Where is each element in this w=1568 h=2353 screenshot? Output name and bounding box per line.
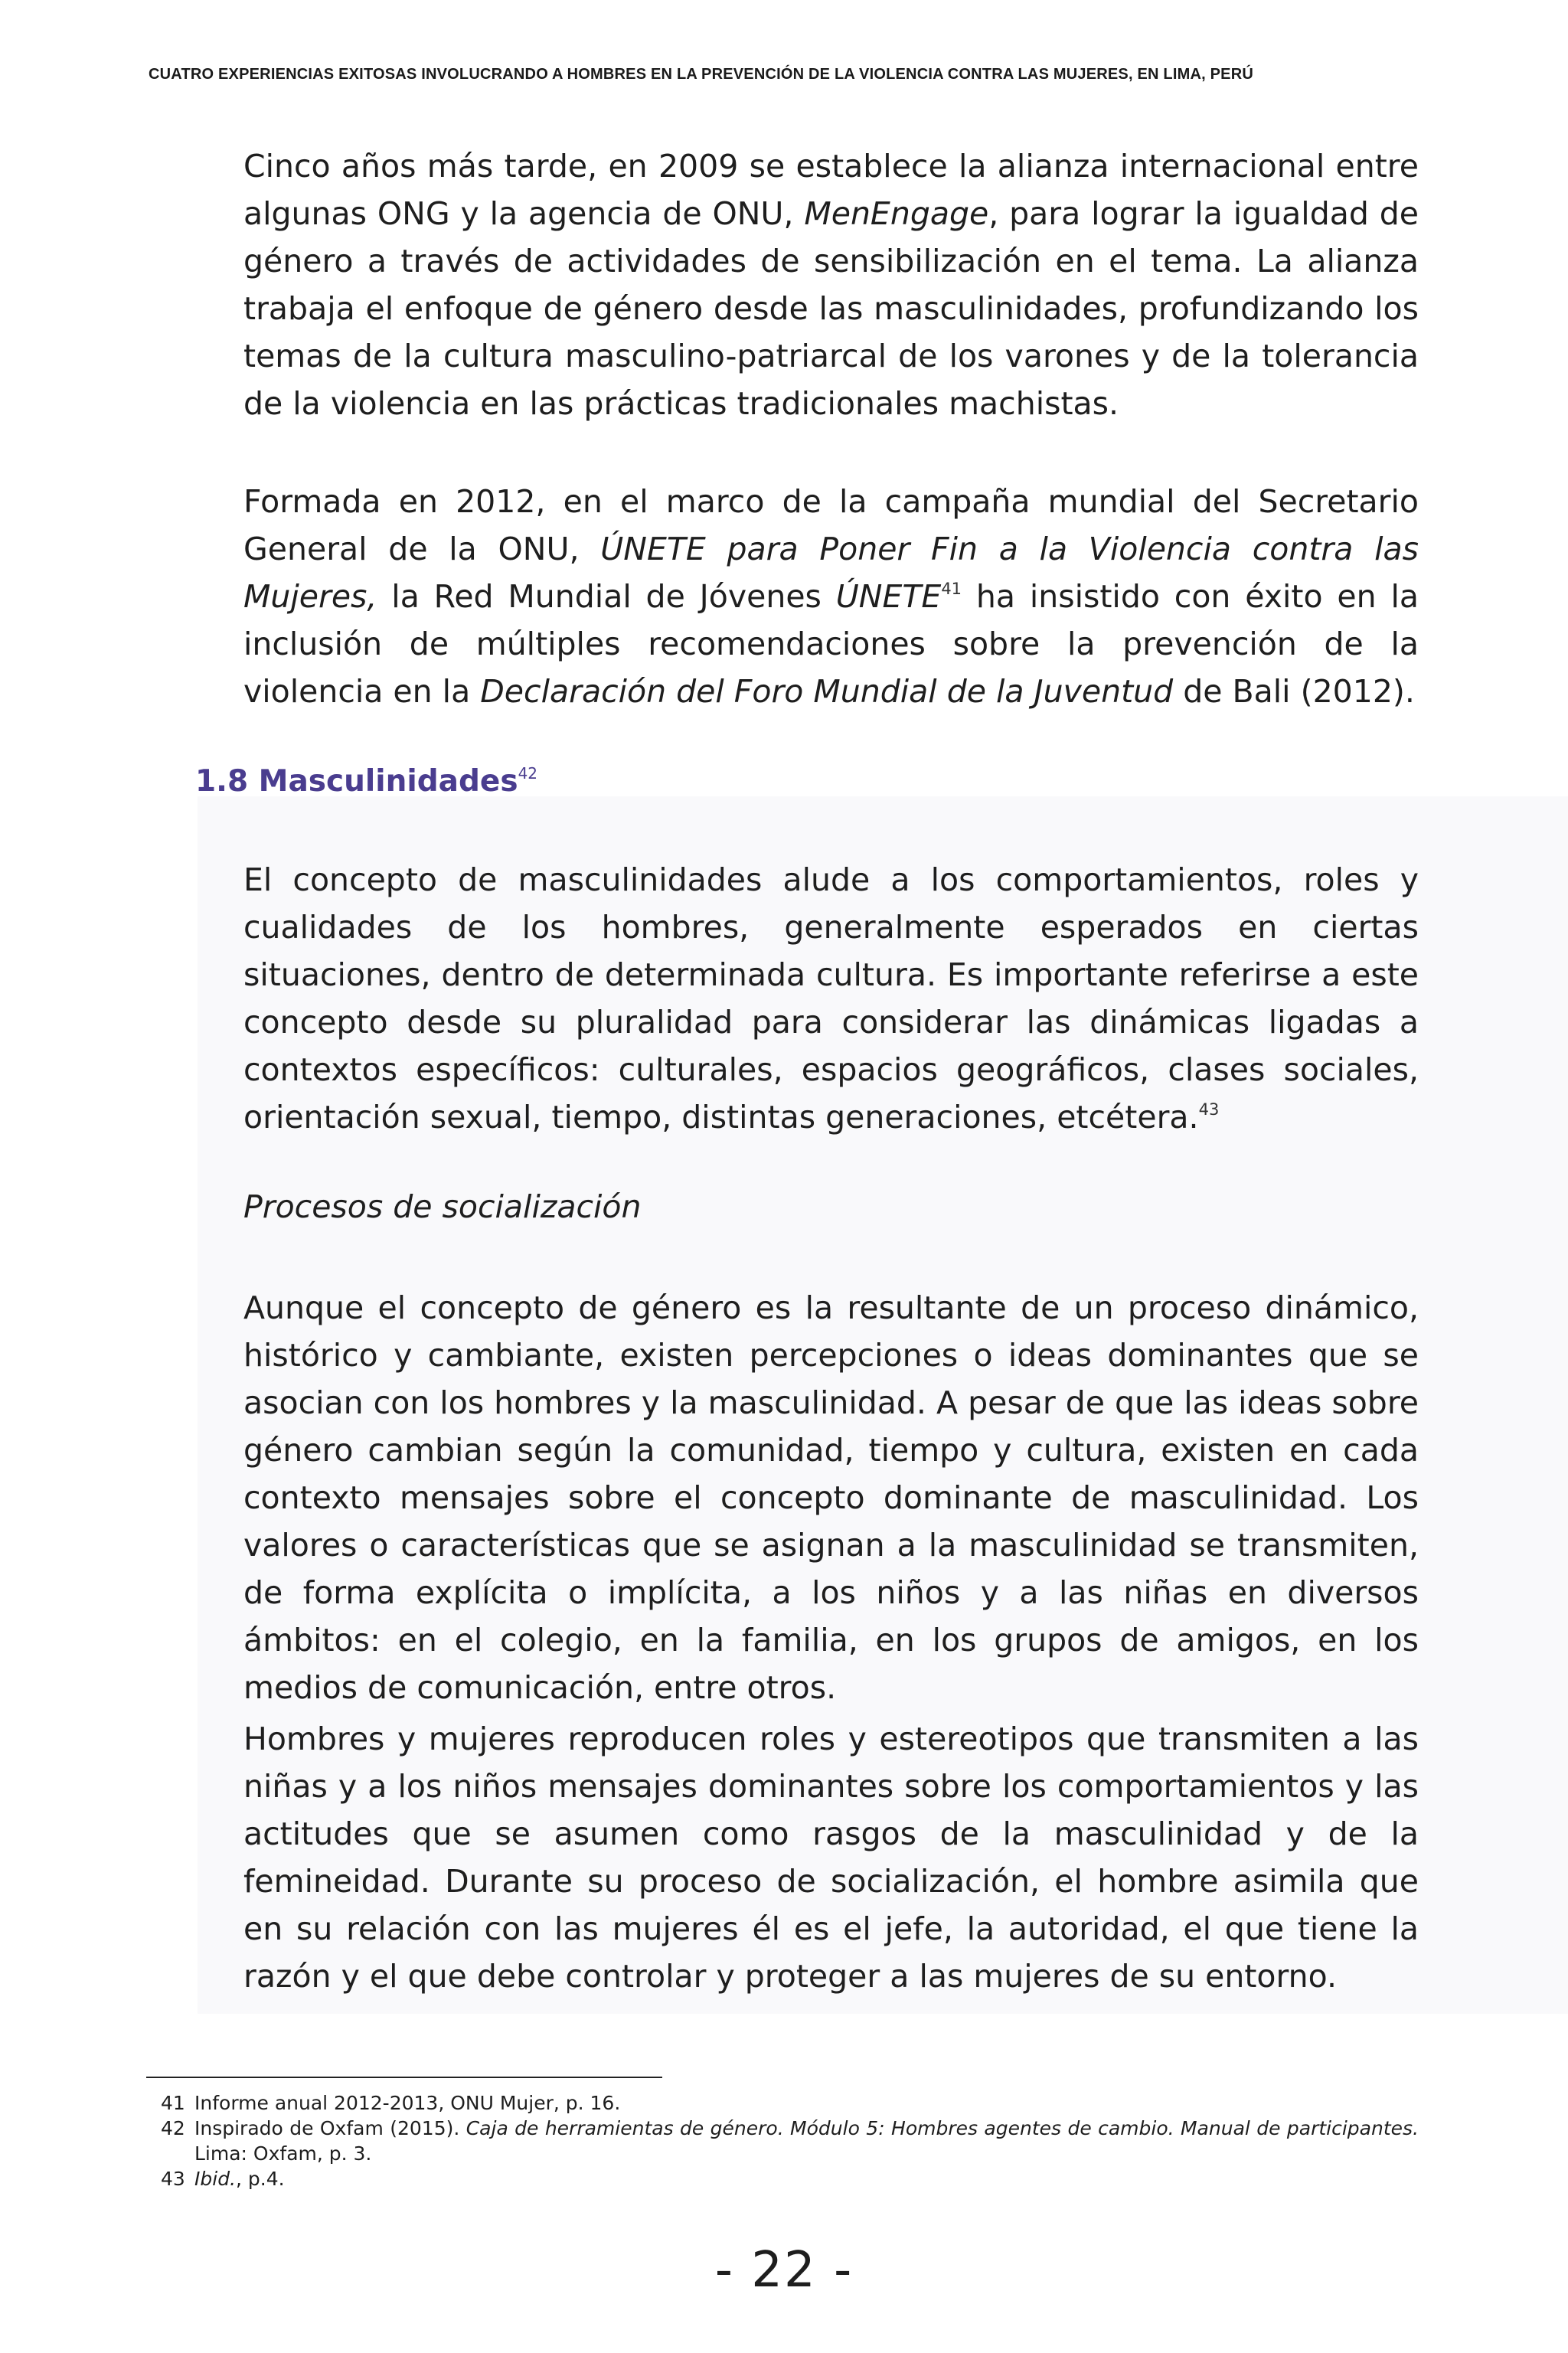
- section-heading-text: 1.8 Masculinidades: [195, 764, 518, 799]
- paragraph-italic-text: Declaración del Foro Mundial de la Juventud: [480, 673, 1174, 710]
- paragraph-text: la Red Mundial de Jóvenes: [377, 578, 836, 615]
- footnote-divider: [146, 2077, 662, 2078]
- paragraph-roles: [243, 1715, 1419, 2000]
- paragraph-gender-concept: [243, 1284, 1419, 1711]
- paragraph-text: ha insistido con éxito en la inclusión de múltiples recomendaciones sobre la prevención de la violencia en la: [243, 578, 1419, 710]
- running-header: CUATRO EXPERIENCIAS EXITOSAS INVOLUCRANDO A HOMBRES EN LA PREVENCIÓN DE LA VIOLENCIA CONTRA LAS MUJERES, EN LIMA, PERÚ: [149, 66, 1253, 83]
- footnote-42: [161, 2116, 1419, 2166]
- footnote-text: [194, 2166, 1419, 2191]
- footnote-text-plain: Lima: Oxfam, p. 3.: [194, 2142, 372, 2165]
- footnote-ref-43[interactable]: 43: [1198, 1100, 1220, 1119]
- footnote-text: [194, 2116, 1419, 2166]
- footnotes: [161, 2090, 1419, 2191]
- paragraph-text: Cinco años más tarde, en 2009 se establece la alianza internacional entre algunas ONG y la agencia de ONU,: [243, 148, 1419, 232]
- paragraph-italic-text: ÚNETE para Poner Fin a la Violencia contra las Mujeres,: [243, 531, 1419, 615]
- footnote-number: 42: [161, 2117, 185, 2139]
- footnote-ref-42[interactable]: 42: [518, 764, 538, 783]
- footnote-ref-41[interactable]: 41: [941, 580, 962, 598]
- subheading: Procesos de socialización: [243, 1188, 642, 1225]
- footnote-43: [161, 2166, 1419, 2191]
- paragraph-italic-text: ÚNETE: [835, 578, 942, 615]
- paragraph-text: Hombres y mujeres reproducen roles y estereotipos que transmiten a las niñas y a los niños mensajes dominantes sobre los comportamientos y las actitudes que se asumen como rasgos de la masculinidad y de la femineidad. Durante su proceso de socialización, el hombre asimila que en su relación con las mujeres él es el jefe, la autoridad, el que tiene la razón y el que debe controlar y proteger a las mujeres de su entorno.: [243, 1721, 1419, 1995]
- footnote-text-plain: , p.4.: [236, 2168, 285, 2190]
- footnote-number: 43: [161, 2168, 185, 2190]
- footnote-text-plain: Informe anual 2012-2013, ONU Mujer, p. 16.: [194, 2092, 621, 2114]
- paragraph-text: Formada en 2012, en el marco de la campaña mundial del Secretario General de la ONU,: [243, 483, 1419, 567]
- footnote-text-plain: Inspirado de Oxfam (2015).: [194, 2117, 466, 2139]
- page-number: - 22 -: [714, 2242, 854, 2299]
- paragraph-menengage: [243, 142, 1419, 427]
- paragraph-text: Aunque el concepto de género es la resultante de un proceso dinámico, histórico y cambiante, existen percepciones o ideas dominantes que se asocian con los hombres y la masculinidad. A pesar de que las ideas sobre género cambian según la comunidad, tiempo y cultura, existen en cada contexto mensajes sobre el concepto dominante de masculinidad. Los valores o características que se asignan a la masculinidad se transmiten, de forma explícita o implícita, a los niños y a las niñas en diversos ámbitos: en el colegio, en la familia, en los grupos de amigos, en los medios de comunicación, entre otros.: [243, 1289, 1419, 1706]
- paragraph-text: , para lograr la igualdad de género a través de actividades de sensibilización en el tema. La alianza trabaja el enfoque de género desde las masculinidades, profundizando los temas de la cultura masculino-patriarcal de los varones y de la tolerancia de la violencia en las prácticas tradicionales machistas.: [243, 195, 1419, 422]
- footnote-text-italic: Ibid.: [194, 2168, 237, 2190]
- paragraph-unete: [243, 478, 1419, 715]
- paragraph-concept: [243, 856, 1419, 1141]
- paragraph-text: de Bali (2012).: [1173, 673, 1415, 710]
- paragraph-italic-text: MenEngage: [804, 195, 989, 232]
- footnote-number: 41: [161, 2092, 185, 2114]
- footnote-text: [194, 2090, 1419, 2116]
- section-heading: [195, 764, 537, 799]
- footnote-41: [161, 2090, 1419, 2116]
- paragraph-text: El concepto de masculinidades alude a los comportamientos, roles y cualidades de los hombres, generalmente esperados en ciertas situaciones, dentro de determinada cultura. Es importante referirse a este concepto desde su pluralidad para considerar las dinámicas ligadas a contextos específicos: culturales, espacios geográficos, clases sociales, orientación sexual, tiempo, distintas generaciones, etcétera.: [243, 861, 1419, 1136]
- footnote-text-italic: Caja de herramientas de género. Módulo 5: Hombres agentes de cambio. Manual de participantes.: [466, 2117, 1419, 2139]
